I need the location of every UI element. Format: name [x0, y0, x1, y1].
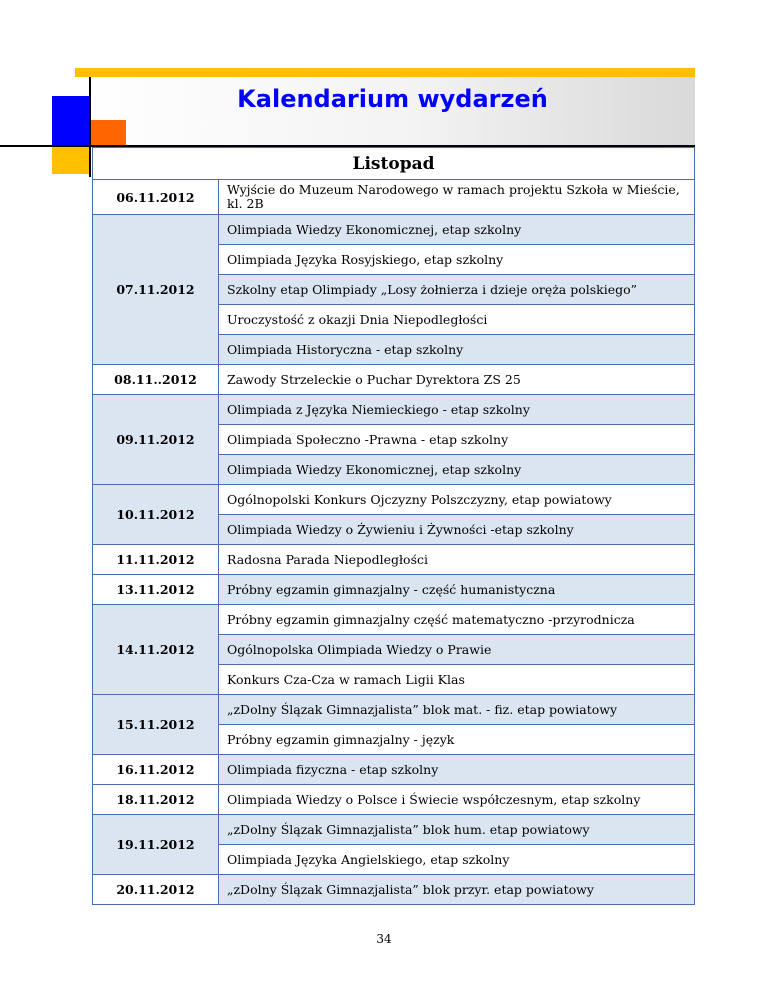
event-date: 08.11..2012	[93, 365, 219, 395]
event-date: 16.11.2012	[93, 755, 219, 785]
table-row	[93, 785, 695, 815]
table-row	[93, 875, 695, 905]
event-description: Próbny egzamin gimnazjalny - część humanistyczna	[219, 575, 695, 605]
yellow-square-decoration	[52, 147, 91, 174]
header-top-stripe	[75, 68, 695, 77]
event-date: 07.11.2012	[93, 215, 219, 365]
table-row	[93, 605, 695, 635]
table-row	[93, 575, 695, 605]
page-title: Kalendarium wydarzeń	[237, 85, 548, 113]
table-row	[93, 180, 695, 215]
event-description: Olimpiada Języka Angielskiego, etap szkolny	[219, 845, 695, 875]
event-description: Szkolny etap Olimpiady „Losy żołnierza i dzieje oręża polskiego”	[219, 275, 695, 305]
table-row	[93, 545, 695, 575]
event-description: Olimpiada fizyczna - etap szkolny	[219, 755, 695, 785]
event-description: Wyjście do Muzeum Narodowego w ramach projektu Szkoła w Mieście, kl. 2B	[219, 180, 695, 215]
event-description: Konkurs Cza-Cza w ramach Ligii Klas	[219, 665, 695, 695]
calendar-body	[93, 180, 695, 905]
blue-square-decoration	[52, 96, 91, 147]
event-date: 10.11.2012	[93, 485, 219, 545]
table-row	[93, 485, 695, 515]
event-date: 15.11.2012	[93, 695, 219, 755]
event-description: Olimpiada Wiedzy Ekonomicznej, etap szkolny	[219, 455, 695, 485]
event-date: 06.11.2012	[93, 180, 219, 215]
orange-square-decoration	[91, 120, 126, 147]
table-row	[93, 755, 695, 785]
event-description: Próbny egzamin gimnazjalny - język	[219, 725, 695, 755]
event-description: Radosna Parada Niepodległości	[219, 545, 695, 575]
event-date: 09.11.2012	[93, 395, 219, 485]
table-row	[93, 395, 695, 425]
event-description: Ogólnopolski Konkurs Ojczyzny Polszczyzny, etap powiatowy	[219, 485, 695, 515]
event-description: Olimpiada Wiedzy o Żywieniu i Żywności -etap szkolny	[219, 515, 695, 545]
events-calendar-table	[92, 147, 695, 905]
event-description: Zawody Strzeleckie o Puchar Dyrektora ZS 25	[219, 365, 695, 395]
event-description: Uroczystość z okazji Dnia Niepodległości	[219, 305, 695, 335]
event-description: Olimpiada Wiedzy Ekonomicznej, etap szkolny	[219, 215, 695, 245]
event-description: Próbny egzamin gimnazjalny część matematyczno -przyrodnicza	[219, 605, 695, 635]
table-header-row	[93, 148, 695, 180]
event-description: „zDolny Ślązak Gimnazjalista” blok mat. - fiz. etap powiatowy	[219, 695, 695, 725]
table-row	[93, 815, 695, 845]
table-row	[93, 695, 695, 725]
event-description: Olimpiada Historyczna - etap szkolny	[219, 335, 695, 365]
event-date: 11.11.2012	[93, 545, 219, 575]
event-description: Olimpiada z Języka Niemieckiego - etap szkolny	[219, 395, 695, 425]
event-description: Olimpiada Języka Rosyjskiego, etap szkolny	[219, 245, 695, 275]
event-date: 14.11.2012	[93, 605, 219, 695]
event-description: Olimpiada Wiedzy o Polsce i Świecie współczesnym, etap szkolny	[219, 785, 695, 815]
event-description: „zDolny Ślązak Gimnazjalista” blok hum. etap powiatowy	[219, 815, 695, 845]
event-date: 20.11.2012	[93, 875, 219, 905]
event-date: 19.11.2012	[93, 815, 219, 875]
table-row	[93, 365, 695, 395]
event-description: „zDolny Ślązak Gimnazjalista” blok przyr. etap powiatowy	[219, 875, 695, 905]
event-description: Olimpiada Społeczno -Prawna - etap szkolny	[219, 425, 695, 455]
table-row	[93, 215, 695, 245]
month-header: Listopad	[93, 148, 695, 180]
event-date: 13.11.2012	[93, 575, 219, 605]
event-description: Ogólnopolska Olimpiada Wiedzy o Prawie	[219, 635, 695, 665]
event-date: 18.11.2012	[93, 785, 219, 815]
page-number: 34	[376, 932, 392, 946]
